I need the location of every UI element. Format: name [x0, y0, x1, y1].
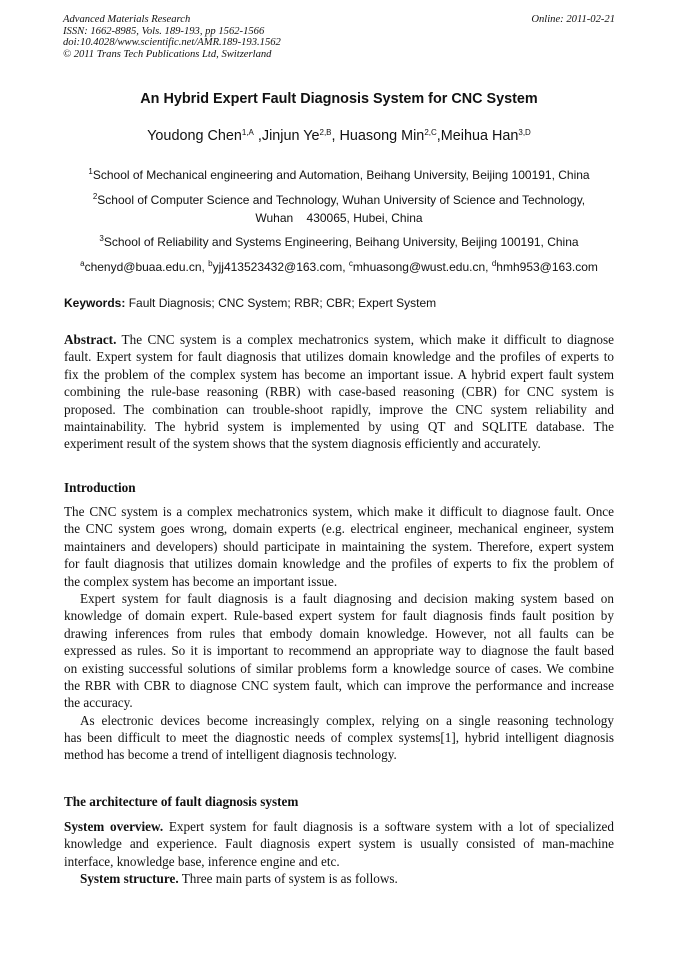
intro-line: the RBR with CBR to diagnose CNC system fault, which can improve the performance and increase: [64, 677, 614, 693]
structure-label: System structure.: [80, 871, 179, 887]
abstract-line: experiment result of the system shows that the system diagnosis efficiently and accurately.: [64, 436, 541, 452]
overview-text: Expert system for fault diagnosis is a software system with a lot of specialized: [163, 819, 614, 834]
email-superscript: a: [80, 259, 85, 269]
overview-line: [64, 818, 614, 835]
journal-header: [63, 14, 615, 60]
doi-line: doi:10.4028/www.scientific.net/AMR.189-193.1562: [63, 37, 281, 49]
online-date: Online: 2011-02-21: [531, 14, 615, 25]
email-superscript: c: [348, 259, 353, 269]
keywords-line: [64, 296, 436, 310]
email-address: hmh953@163.com: [496, 260, 598, 274]
intro-line: knowledge of domain expert. Rule-based expert system for fault diagnosis finds fault position by: [64, 608, 614, 624]
intro-line: The CNC system is a complex mechatronics system, which make it difficult to diagnose fault. Once: [64, 504, 614, 519]
copyright-line: © 2011 Trans Tech Publications Ltd, Switzerland: [63, 48, 272, 60]
email-list: $^a$chenyd@buaa.edu.cn, $^b$yjj413523432@163.com, $^c$mhuasong@wust.edu.cn, $^d$hmh953@163.com: [80, 259, 598, 274]
intro-line: Expert system for fault diagnosis is a fault diagnosing and decision making system based on: [80, 590, 614, 606]
affiliation-superscript: 1: [88, 167, 93, 177]
section-heading-architecture: The architecture of fault diagnosis system: [64, 794, 299, 809]
intro-line: the accuracy.: [64, 695, 133, 711]
affiliation-text: School of Mechanical engineering and Automation, Beihang University, Beijing 100191, China: [92, 168, 590, 182]
abstract-line: fault. Expert system for fault diagnosis that utilizes domain knowledge and the profiles of experts to: [64, 349, 614, 365]
affiliation-text: School of Reliability and Systems Engineering, Beihang University, Beijing 100191, China: [103, 235, 579, 249]
overview-line: knowledge and experience. Fault diagnosis expert system is usually consisted of man-machine: [64, 836, 614, 852]
email-superscript: d: [491, 259, 497, 269]
author-superscript: 3,D: [518, 128, 531, 138]
issn-line: ISSN: 1662-8985, Vols. 189-193, pp 1562-1566: [63, 25, 265, 37]
intro-line: As electronic devices become increasingly complex, relying on a single reasoning technology: [80, 712, 614, 728]
email-address: mhuasong@wust.edu.cn: [352, 260, 486, 274]
structure-line: [64, 870, 614, 887]
email-superscript: b: [208, 259, 213, 269]
intro-line: the complex system has become an important issue.: [64, 573, 338, 589]
keywords-text: Fault Diagnosis; CNC System; RBR; CBR; Expert System: [128, 296, 437, 310]
email-address: yjj413523432@163.com: [212, 260, 343, 274]
author-name: Meihua Han: [440, 128, 519, 144]
affiliation-superscript: 3: [99, 234, 104, 244]
author-superscript: 1,A: [241, 128, 254, 138]
affiliation-superscript: 2: [92, 192, 98, 202]
section-heading-introduction: Introduction: [64, 480, 136, 495]
author-superscript: 2,B: [319, 128, 332, 138]
affiliation-1: [0, 166, 678, 184]
intro-line: on existing successful solutions of similar problems form a knowledge source of cases. We combine: [64, 660, 614, 676]
affiliation-3: [0, 233, 678, 251]
author-name: Youdong Chen: [147, 128, 242, 144]
abstract-text: The CNC system is a complex mechatronics system, which make it difficult to diagnose: [116, 332, 614, 347]
abstract: [64, 331, 614, 453]
email-address: chenyd@buaa.edu.cn: [84, 260, 202, 274]
abstract-line: combining the rule-base reasoning (RBR) with case-based reasoning (CBR) for CNC system is: [64, 384, 614, 400]
author-superscript: 2,C: [424, 128, 437, 138]
abstract-line: fix the problem of the complex system has become an important issue. A hybrid expert fault system: [64, 366, 614, 382]
abstract-label: Abstract.: [64, 332, 117, 347]
abstract-line: proposed. The combination can trouble-shoot rapidly, improve the CNC system reliability and: [64, 401, 614, 417]
overview-line: interface, knowledge base, inference engine and etc.: [64, 853, 340, 869]
introduction-body: [64, 503, 614, 764]
intro-line: maintainers and developers) should participate in maintaining the system. Therefore, expert system: [64, 538, 614, 554]
author-name: Huasong Min: [339, 128, 425, 144]
paper-title: An Hybrid Expert Fault Diagnosis System for CNC System: [140, 91, 538, 107]
intro-line: method has become a trend of intelligent diagnosis technology.: [64, 747, 397, 763]
structure-text: Three main parts of system is as follows.: [178, 871, 398, 887]
author-list: Youdong Chen$^{1,A}$ ,Jinjun $Ye^{2,B}$, Huasong Min$^{2,C}$,Meihua Han$^{3,D}$: [147, 128, 531, 144]
author-name: Jinjun Ye: [261, 128, 320, 144]
system-overview: [64, 818, 614, 888]
intro-line: drawing inferences from rules that embody domain knowledge. However, not all faults can be: [64, 625, 614, 641]
affiliation-text: School of Computer Science and Technology, Wuhan University of Science and Technology,: [97, 193, 586, 207]
intro-line: expressed as rules. So it is important to recommend an appropriate way to diagnose the fault based: [64, 643, 614, 659]
abstract-line: maintainability. The hybrid system is implemented by using QT and SQLITE database. The: [64, 418, 614, 434]
intro-line: the CNC system goes wrong, domain experts (e.g. electrical engineer, mechanical engineer, system: [64, 521, 614, 537]
affiliation-text: Wuhan 430065, Hubei, China: [255, 211, 423, 225]
affiliation-2: [0, 191, 678, 227]
journal-name: Advanced Materials Research: [63, 14, 191, 25]
overview-label: System overview.: [64, 819, 164, 834]
intro-line: for fault diagnosis that utilizes domain knowledge and the profiles of experts to fix the problem of: [64, 556, 614, 572]
abstract-line: [64, 331, 614, 348]
keywords-label: Keywords:: [64, 296, 126, 310]
intro-line: has been difficult to meet the diagnostic needs of complex systems[1], hybrid intelligent diagnosis: [64, 730, 614, 746]
